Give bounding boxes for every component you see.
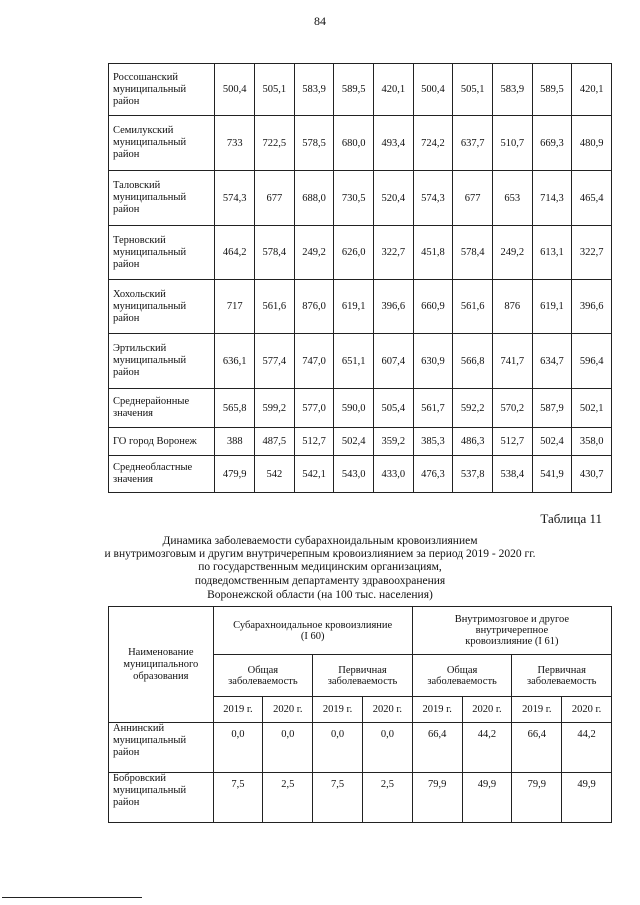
cell: 577,4: [255, 334, 295, 389]
table-caption-line: по государственным медицинским организациям,: [198, 561, 442, 573]
cell: 592,2: [453, 389, 493, 428]
cell: 626,0: [334, 226, 374, 280]
year-header: 2020 г.: [462, 697, 512, 723]
cell: 2,5: [263, 773, 313, 823]
cell: 322,7: [374, 226, 414, 280]
cell: 714,3: [532, 171, 572, 226]
cell: 541,9: [532, 456, 572, 493]
cell: 561,7: [413, 389, 453, 428]
cell: 574,3: [413, 171, 453, 226]
cell: 359,2: [374, 428, 414, 456]
cell: 44,2: [462, 723, 512, 773]
cell: 537,8: [453, 456, 493, 493]
cell: 634,7: [532, 334, 572, 389]
cell: 0,0: [313, 723, 363, 773]
cell: 669,3: [532, 116, 572, 171]
cell: 733: [215, 116, 255, 171]
cell: 570,2: [492, 389, 532, 428]
year-header: 2020 г.: [562, 697, 612, 723]
cell: 2,5: [362, 773, 412, 823]
table-row: [109, 116, 612, 171]
cell: 876,0: [294, 280, 334, 334]
row-name: Таловский муниципальный район: [109, 171, 215, 226]
cell: 322,7: [572, 226, 612, 280]
table-caption-line: и внутримозговым и другим внутричерепным кровоизлиянием за период 2019 - 2020 гг.: [104, 548, 536, 560]
cell: 538,4: [492, 456, 532, 493]
cell: 464,2: [215, 226, 255, 280]
cell: 636,1: [215, 334, 255, 389]
cell: 512,7: [294, 428, 334, 456]
cell: 49,9: [562, 773, 612, 823]
cell: 589,5: [334, 64, 374, 116]
year-header: 2019 г.: [313, 697, 363, 723]
cell: 430,7: [572, 456, 612, 493]
cell: 49,9: [462, 773, 512, 823]
table-caption-line: подведомственным департаменту здравоохранения: [194, 575, 446, 587]
cell: 512,7: [492, 428, 532, 456]
cell: 730,5: [334, 171, 374, 226]
cell: 433,0: [374, 456, 414, 493]
cell: 0,0: [263, 723, 313, 773]
cell: 249,2: [294, 226, 334, 280]
cell: 876: [492, 280, 532, 334]
footnote-divider: [2, 897, 142, 898]
table-caption-line: Воронежской области (на 100 тыс. населения): [207, 589, 433, 601]
table-row: [109, 428, 612, 456]
cell: 680,0: [334, 116, 374, 171]
cell: 741,7: [492, 334, 532, 389]
table-row: [109, 723, 612, 773]
cell: 451,8: [413, 226, 453, 280]
cell: 619,1: [532, 280, 572, 334]
cell: 479,9: [215, 456, 255, 493]
cell: 420,1: [374, 64, 414, 116]
cell: 420,1: [572, 64, 612, 116]
cell: 724,2: [413, 116, 453, 171]
row-name: Эртильский муниципальный район: [109, 334, 215, 389]
cell: 0,0: [362, 723, 412, 773]
table-row: [109, 773, 612, 823]
table-row: [109, 171, 612, 226]
cell: 578,4: [255, 226, 295, 280]
table-number: Таблица 11: [540, 511, 602, 526]
cell: 722,5: [255, 116, 295, 171]
cell: 465,4: [572, 171, 612, 226]
row-name: Терновский муниципальный район: [109, 226, 215, 280]
cell: 385,3: [413, 428, 453, 456]
header-row: [109, 607, 612, 655]
cell: 500,4: [215, 64, 255, 116]
cell: 480,9: [572, 116, 612, 171]
cell: 476,3: [413, 456, 453, 493]
cell: 630,9: [413, 334, 453, 389]
year-header: 2019 г.: [213, 697, 263, 723]
cell: 688,0: [294, 171, 334, 226]
table-row: [109, 334, 612, 389]
cell: 502,4: [334, 428, 374, 456]
cell: 249,2: [492, 226, 532, 280]
cell: 561,6: [255, 280, 295, 334]
cell: 493,4: [374, 116, 414, 171]
cell: 396,6: [572, 280, 612, 334]
cell: 596,4: [572, 334, 612, 389]
cell: 520,4: [374, 171, 414, 226]
table-row: [109, 456, 612, 493]
cell: 542,1: [294, 456, 334, 493]
table-row: [109, 389, 612, 428]
cell: 7,5: [313, 773, 363, 823]
cell: 505,4: [374, 389, 414, 428]
table-row: [109, 280, 612, 334]
cell: 358,0: [572, 428, 612, 456]
row-name: Среднеобластные значения: [109, 456, 215, 493]
cell: 578,4: [453, 226, 493, 280]
cell: 651,1: [334, 334, 374, 389]
cell: 590,0: [334, 389, 374, 428]
year-header: 2020 г.: [362, 697, 412, 723]
cell: 502,4: [532, 428, 572, 456]
cell: 578,5: [294, 116, 334, 171]
cell: 717: [215, 280, 255, 334]
cell: 505,1: [255, 64, 295, 116]
cell: 79,9: [512, 773, 562, 823]
cell: 607,4: [374, 334, 414, 389]
hemorrhage-incidence-table: [108, 606, 612, 823]
cell: 566,8: [453, 334, 493, 389]
column-header-name: Наименование муниципального образования: [109, 607, 214, 723]
row-name: Семилукский муниципальный район: [109, 116, 215, 171]
cell: 613,1: [532, 226, 572, 280]
column-subheader: Первичная заболеваемость: [313, 655, 413, 697]
row-name: Хохольский муниципальный район: [109, 280, 215, 334]
cell: 653: [492, 171, 532, 226]
cell: 543,0: [334, 456, 374, 493]
cell: 500,4: [413, 64, 453, 116]
cell: 487,5: [255, 428, 295, 456]
cell: 79,9: [412, 773, 462, 823]
row-name: Среднерайонные значения: [109, 389, 215, 428]
cell: 66,4: [512, 723, 562, 773]
cell: 599,2: [255, 389, 295, 428]
row-name: ГО город Воронеж: [109, 428, 215, 456]
incidence-table-continued: [108, 63, 612, 493]
row-name: Бобровский муниципальный район: [109, 773, 214, 823]
row-name: Россошанский муниципальный район: [109, 64, 215, 116]
table-row: [109, 64, 612, 116]
cell: 396,6: [374, 280, 414, 334]
cell: 587,9: [532, 389, 572, 428]
column-subheader: Общая заболеваемость: [412, 655, 512, 697]
year-header: 2019 г.: [512, 697, 562, 723]
table-row: [109, 226, 612, 280]
cell: 583,9: [492, 64, 532, 116]
cell: 505,1: [453, 64, 493, 116]
cell: 44,2: [562, 723, 612, 773]
row-name: Аннинский муниципальный район: [109, 723, 214, 773]
cell: 583,9: [294, 64, 334, 116]
cell: 637,7: [453, 116, 493, 171]
cell: 0,0: [213, 723, 263, 773]
cell: 677: [255, 171, 295, 226]
page-number: 84: [314, 14, 326, 28]
cell: 747,0: [294, 334, 334, 389]
column-subheader: Общая заболеваемость: [213, 655, 313, 697]
cell: 589,5: [532, 64, 572, 116]
cell: 574,3: [215, 171, 255, 226]
year-header: 2019 г.: [412, 697, 462, 723]
table-caption-line: Динамика заболеваемости субарахноидальным кровоизлиянием: [162, 535, 478, 547]
cell: 502,1: [572, 389, 612, 428]
cell: 660,9: [413, 280, 453, 334]
column-group-header: Субарахноидальное кровоизлияние (I 60): [213, 607, 412, 655]
cell: 7,5: [213, 773, 263, 823]
cell: 388: [215, 428, 255, 456]
cell: 66,4: [412, 723, 462, 773]
cell: 542: [255, 456, 295, 493]
cell: 510,7: [492, 116, 532, 171]
cell: 577,0: [294, 389, 334, 428]
cell: 561,6: [453, 280, 493, 334]
cell: 619,1: [334, 280, 374, 334]
column-group-header: Внутримозговое и другое внутричерепное кровоизлияние (I 61): [412, 607, 611, 655]
column-subheader: Первичная заболеваемость: [512, 655, 612, 697]
cell: 565,8: [215, 389, 255, 428]
year-header: 2020 г.: [263, 697, 313, 723]
cell: 677: [453, 171, 493, 226]
cell: 486,3: [453, 428, 493, 456]
